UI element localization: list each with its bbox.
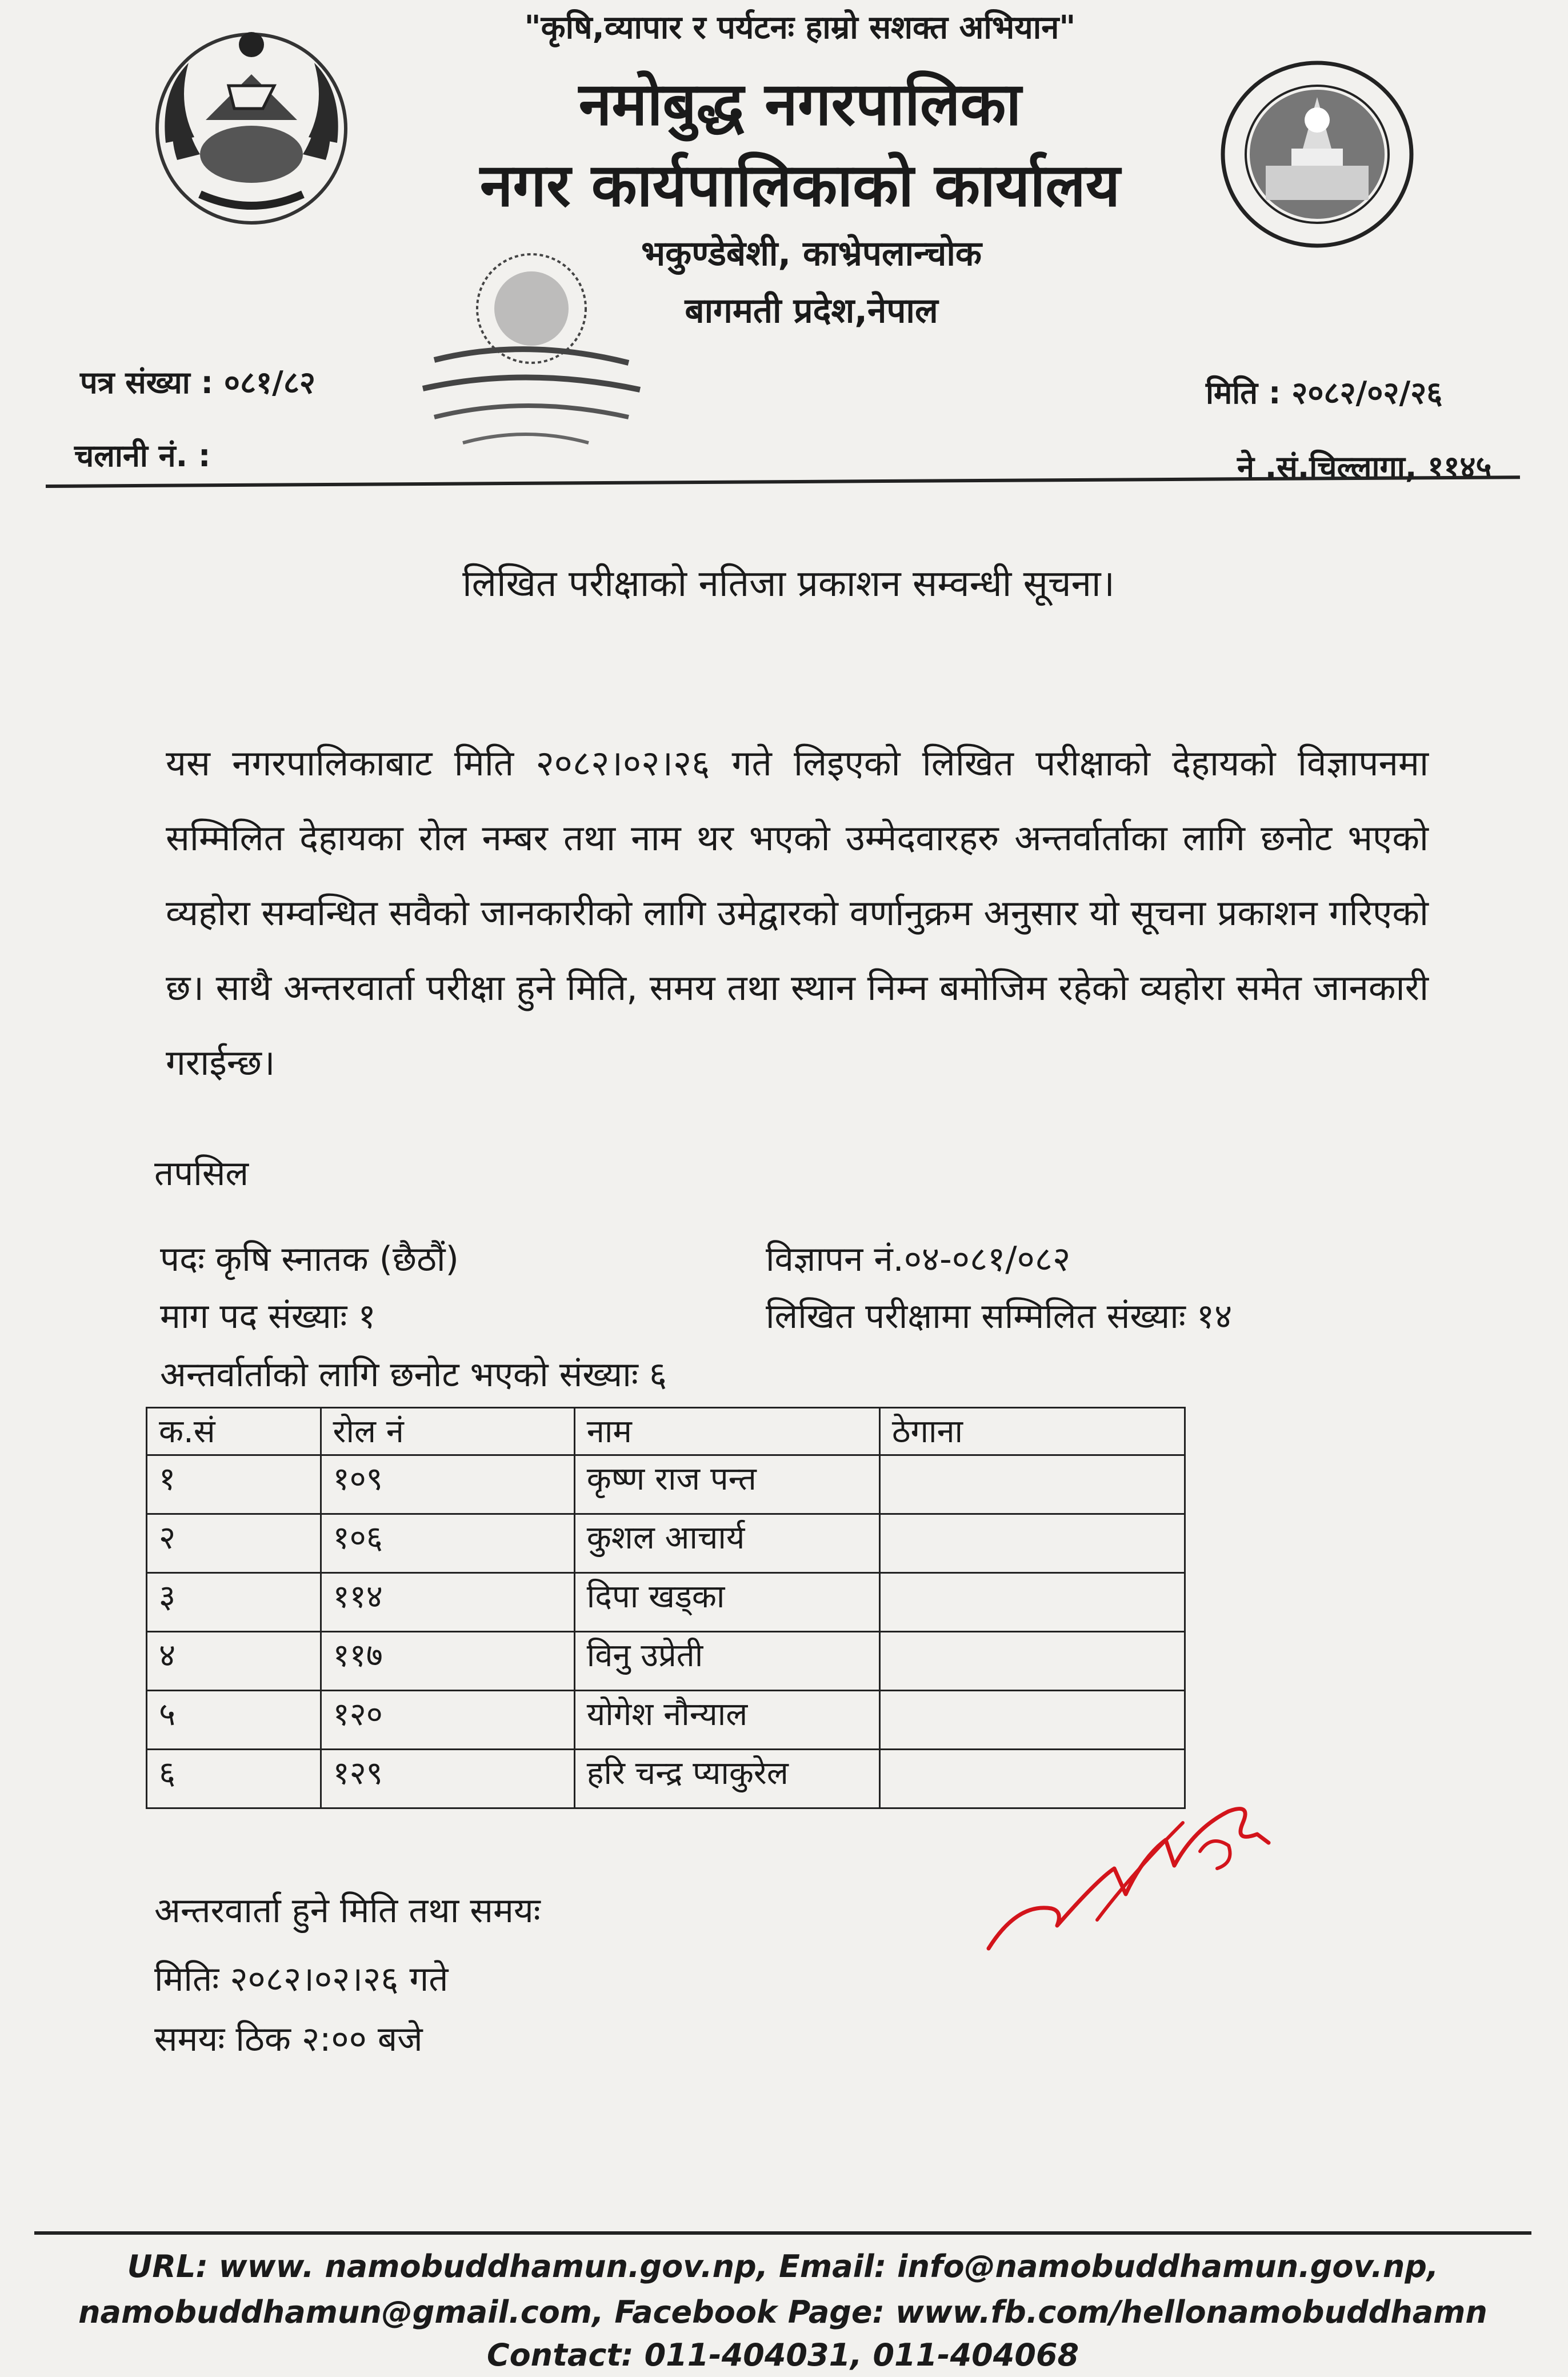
notice-heading: लिखित परीक्षाको नतिजा प्रकाशन सम्वन्धी सूचना। bbox=[462, 563, 1115, 605]
roll-cell: १२९ bbox=[321, 1750, 574, 1808]
footer-line-1: URL: www. namobuddhamun.gov.np, Email: info@namobuddhamun.gov.np, bbox=[127, 2248, 1439, 2284]
interview-date: मितिः २०८२।०२।२६ गते bbox=[154, 1959, 449, 1999]
selected-count: अन्तर्वार्ताको लागि छनोट भएको संख्याः ६ bbox=[160, 1355, 667, 1395]
roll-cell: १०६ bbox=[321, 1514, 574, 1573]
table-row bbox=[147, 1691, 1185, 1750]
post-label: पदः कृषि स्नातक (छैठौं) bbox=[160, 1239, 459, 1279]
serial-cell: ६ bbox=[147, 1750, 321, 1808]
name-cell: कृष्ण राज पन्त bbox=[574, 1455, 879, 1514]
interview-time: समयः ठिक २:०० बजे bbox=[154, 2019, 423, 2059]
reference-number: पत्र संख्या : ०८१/८२ bbox=[80, 365, 315, 401]
name-cell: कुशल आचार्य bbox=[574, 1514, 879, 1573]
table-row bbox=[147, 1573, 1185, 1632]
results-table bbox=[146, 1407, 1186, 1809]
positions-demanded: माग पद संख्याः १ bbox=[160, 1296, 376, 1336]
municipality-emblem-logo bbox=[1217, 57, 1417, 251]
section-label: तपसिल bbox=[154, 1154, 249, 1194]
nepal-emblem-logo bbox=[143, 23, 360, 234]
footer-divider bbox=[34, 2231, 1531, 2235]
address-cell bbox=[879, 1514, 1185, 1573]
table-header-row bbox=[147, 1408, 1185, 1455]
address-cell bbox=[879, 1455, 1185, 1514]
written-exam-count: लिखित परीक्षामा सम्मिलित संख्याः १४ bbox=[766, 1296, 1233, 1336]
roll-cell: ११७ bbox=[321, 1632, 574, 1691]
advertisement-number: विज्ञापन नं.०४-०८१/०८२ bbox=[766, 1239, 1071, 1279]
footer-line-2: namobuddhamun@gmail.com, Facebook Page: www.fb.com/hellonamobuddhamn bbox=[78, 2294, 1487, 2330]
name-cell: दिपा खड्का bbox=[574, 1573, 879, 1632]
footer-contact: Contact: 011-404031, 011-404068 bbox=[486, 2337, 1079, 2373]
name-cell: हरि चन्द्र प्याकुरेल bbox=[574, 1750, 879, 1808]
issue-date: मिति : २०८२/०२/२६ bbox=[1206, 375, 1443, 411]
name-cell: योगेश नौन्याल bbox=[574, 1691, 879, 1750]
column-header: रोल नं bbox=[321, 1408, 574, 1455]
table-row bbox=[147, 1455, 1185, 1514]
notice-body: यस नगरपालिकाबाट मिति २०८२।०२।२६ गते लिइएको लिखित परीक्षाको देहायको विज्ञापनमा सम्मिलित देहायका रोल नम्बर तथा नाम थर भएको उम्मेदवारहरु अन्तर्वार्ताका लागि छनोट भएको व्यहोरा सम्वन्धित सवैको जानकारीको लागि उमेद्वारको वर्णानुक्रम अनुसार यो सूचना प्रकाशन गरिएको छ। साथै अन्तरवार्ता परीक्षा हुने मिति, समय तथा स्थान निम्न बमोजिम रहेको व्यहोरा समेत जानकारी गराईन्छ। bbox=[166, 742, 1429, 1083]
address-cell bbox=[879, 1573, 1185, 1632]
address-cell bbox=[879, 1632, 1185, 1691]
column-header: ठेगाना bbox=[879, 1408, 1185, 1455]
name-cell: विनु उप्रेती bbox=[574, 1632, 879, 1691]
dispatch-number: चलानी नं. : bbox=[74, 438, 211, 474]
address-line-1: भकुण्डेबेशी, काभ्रेपलान्चोक bbox=[641, 234, 982, 274]
nepal-sambat-date: ने .सं.चिल्लागा, ११४५ bbox=[1237, 449, 1492, 485]
serial-cell: ४ bbox=[147, 1632, 321, 1691]
serial-cell: ३ bbox=[147, 1573, 321, 1632]
interview-label: अन्तरवार्ता हुने मिति तथा समयः bbox=[154, 1891, 541, 1931]
serial-cell: २ bbox=[147, 1514, 321, 1573]
table-row bbox=[147, 1514, 1185, 1573]
serial-cell: ५ bbox=[147, 1691, 321, 1750]
column-header: क.सं bbox=[147, 1408, 321, 1455]
municipality-name: नमोबुद्ध नगरपालिका bbox=[578, 69, 1022, 139]
column-header: नाम bbox=[574, 1408, 879, 1455]
serial-cell: १ bbox=[147, 1455, 321, 1514]
roll-cell: १०९ bbox=[321, 1455, 574, 1514]
table-row bbox=[147, 1632, 1185, 1691]
address-cell bbox=[879, 1691, 1185, 1750]
office-name: नगर कार्यपालिकाको कार्यालय bbox=[479, 150, 1121, 220]
address-line-2: बागमती प्रदेश,नेपाल bbox=[685, 291, 938, 331]
roll-cell: ११४ bbox=[321, 1573, 574, 1632]
motto: "कृषि,व्यापार र पर्यटनः हाम्रो सशक्त अभियान" bbox=[524, 9, 1076, 46]
roll-cell: १२० bbox=[321, 1691, 574, 1750]
signature bbox=[983, 1788, 1303, 1960]
